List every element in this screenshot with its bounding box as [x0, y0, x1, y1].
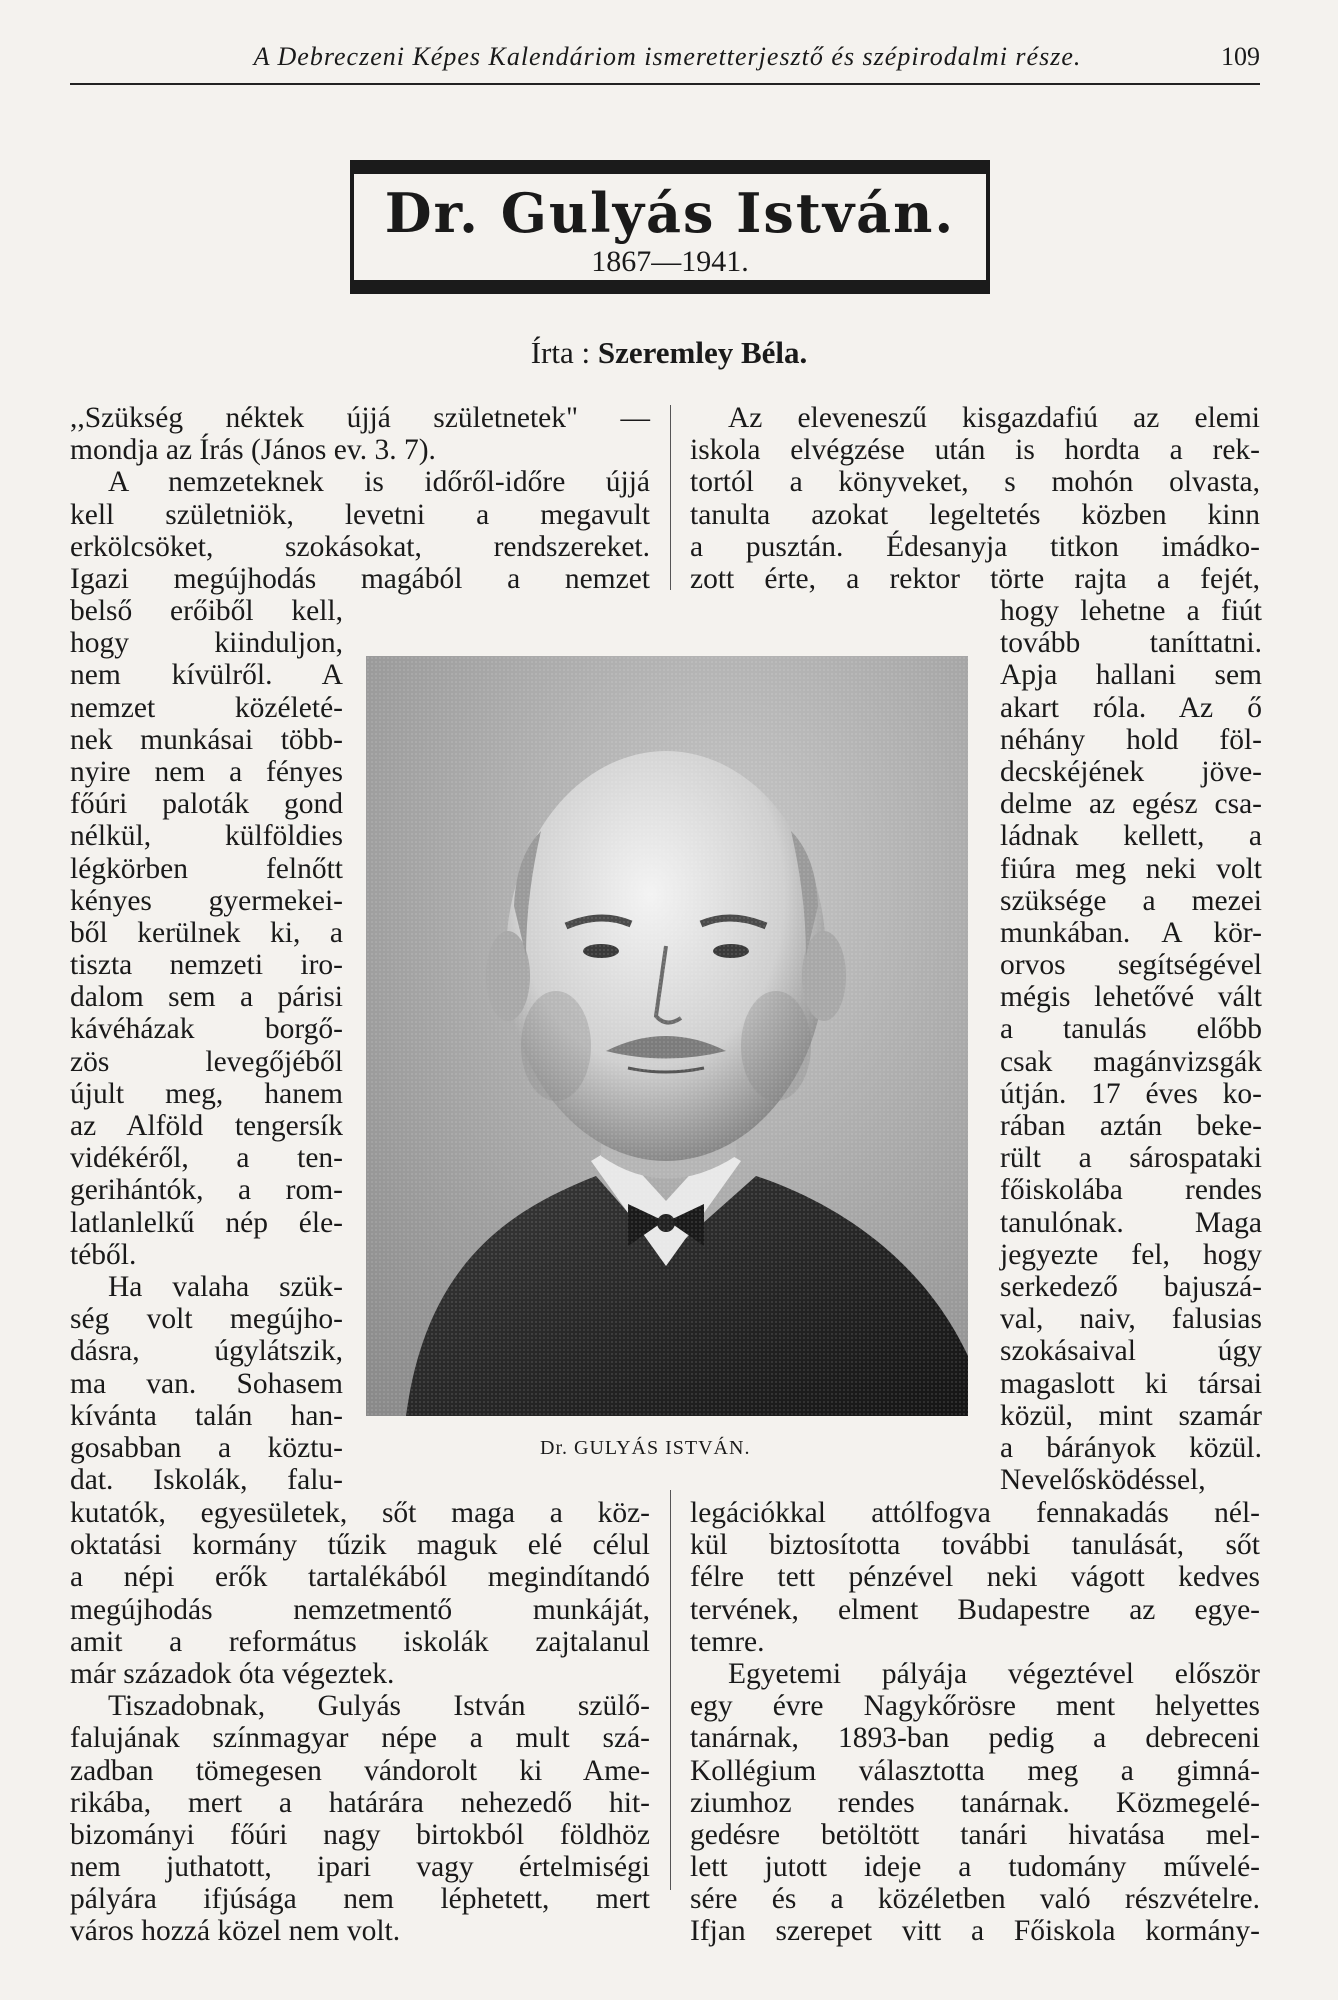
text-line: város hozzá közel nem volt.	[70, 1915, 401, 1948]
text-line: dásra, úgylátszik,	[70, 1335, 343, 1368]
text-line: Az eleveneszű kisgazdafiú az elemi	[728, 402, 1260, 434]
text-line: félre tett pénzével neki vágott kedves	[690, 1561, 1260, 1594]
text-line: belső erőiből kell,	[70, 595, 343, 627]
text-line: vidékéről, a ten-	[70, 1142, 343, 1175]
text-line: lett jutott ideje a tudomány művelé-	[690, 1851, 1260, 1884]
title-box	[350, 160, 990, 294]
text-line: erkölcsöket, szokásokat, rendszereket.	[70, 530, 650, 563]
text-line: fiúra meg neki volt	[1000, 852, 1262, 885]
text-line: Ifjan szerepet vitt a Főiskola kormány-	[690, 1915, 1260, 1948]
text-line: tervének, elment Budapestre az egye-	[690, 1593, 1260, 1626]
text-line: Ha valaha szük-	[108, 1270, 343, 1303]
text-line: serkedező bajuszá-	[1000, 1270, 1262, 1303]
text-line: ládnak kellett, a	[1000, 820, 1262, 853]
text-line: rában aztán beke-	[1000, 1110, 1262, 1142]
text-line: rikába, mert a határára nehezedő hit-	[70, 1786, 650, 1819]
text-line: Nevelősködéssel,	[1000, 1464, 1206, 1497]
text-line: magaslott ki társai	[1000, 1367, 1262, 1400]
right-column-narrow	[1000, 595, 1262, 1496]
text-line: már századok óta végeztek.	[70, 1657, 395, 1690]
text-line: gosabban a köztu-	[70, 1431, 343, 1464]
left-column-narrow	[70, 595, 343, 1496]
text-line: nek munkásai több-	[70, 723, 343, 756]
text-line: kényes gyermekei-	[70, 884, 343, 917]
text-line: latlanlelkű nép éle-	[70, 1206, 343, 1239]
text-line: pályára ifjúsága nem léphetett, mert	[70, 1883, 650, 1916]
text-line: kül biztosította további tanulását, sőt	[690, 1529, 1260, 1562]
text-line: a pusztán. Édesanyja titkon imádko-	[690, 530, 1260, 563]
page-number: 109	[1221, 42, 1260, 71]
column-divider-top	[670, 405, 671, 590]
text-line: újult meg, hanem	[70, 1077, 343, 1110]
author-name: Szeremley Béla.	[597, 335, 808, 370]
left-column-top	[70, 402, 650, 595]
text-line: főiskolába rendes	[1000, 1174, 1262, 1207]
text-line: sére és a közéletben való részvételre.	[690, 1883, 1260, 1916]
article-dates: 1867—1941.	[591, 245, 749, 278]
text-line: munkában. A kör-	[1000, 916, 1262, 949]
text-line: útján. 17 éves ko-	[1000, 1077, 1262, 1110]
text-line: val, naiv, falusias	[1000, 1303, 1262, 1336]
text-line: jegyezte fel, hogy	[1000, 1238, 1262, 1271]
text-line: tiszta nemzeti iro-	[70, 949, 343, 982]
text-line: dalom sem a párisi	[70, 981, 343, 1014]
text-line: tortól a könyveket, s mohón olvasta,	[690, 466, 1260, 499]
text-line: Igazi megújhodás magából a nemzet	[70, 562, 650, 595]
text-line: zös levegőjéből	[70, 1045, 343, 1078]
text-line: nélkül, külföldies	[70, 820, 343, 853]
text-line: mégis lehetővé vált	[1000, 981, 1262, 1014]
text-line: Egyetemi pályája végeztével először	[728, 1657, 1260, 1690]
text-line: akart róla. Az ő	[1000, 691, 1262, 724]
text-line: ma van. Sohasem	[70, 1367, 343, 1400]
text-line: orvos segítségével	[1000, 949, 1262, 982]
text-line: téből.	[70, 1238, 137, 1271]
text-line: bizományi főúri nagy birtokból földhöz	[70, 1818, 650, 1851]
text-line: tanulónak. Maga	[1000, 1206, 1262, 1239]
header-rule	[70, 83, 1260, 85]
right-column-bottom	[690, 1497, 1260, 1948]
text-line: Apja hallani sem	[1000, 659, 1262, 692]
text-line: szokásaival úgy	[1000, 1335, 1262, 1368]
text-line: főúri paloták gond	[70, 788, 343, 821]
text-line: kívánta talán han-	[70, 1399, 343, 1432]
text-line: tovább taníttatni.	[1000, 627, 1262, 660]
right-column-top	[690, 402, 1260, 595]
text-line: hogy lehetne a fiút	[1000, 595, 1262, 627]
text-line: mondja az Írás (János ev. 3. 7).	[70, 434, 436, 467]
text-line: kell születniök, levetni a megavult	[70, 498, 650, 531]
text-line: néhány hold föl-	[1000, 723, 1262, 756]
text-line: a bárányok közül.	[1000, 1431, 1262, 1464]
text-line: tanulta azokat legeltetés közben kinn	[690, 498, 1260, 531]
text-line: temre.	[690, 1625, 765, 1658]
text-line: közül, mint szamár	[1000, 1399, 1262, 1432]
text-line: delme az egész csa-	[1000, 788, 1262, 821]
byline-prefix: Írta :	[530, 335, 591, 370]
text-line: szüksége a mezei	[1000, 884, 1262, 917]
text-line: a tanulás előbb	[1000, 1013, 1262, 1046]
text-line: zadban tömegesen vándorolt ki Ame-	[70, 1754, 650, 1787]
text-line: Tiszadobnak, Gulyás István szülő-	[108, 1690, 650, 1723]
text-line: gerihántók, a rom-	[70, 1174, 343, 1207]
text-line: A nemzeteknek is időről-időre újjá	[108, 466, 650, 499]
text-line: nem juthatott, ipari vagy értelmiségi	[70, 1851, 650, 1884]
text-line: nyire nem a fényes	[70, 755, 343, 788]
text-line: zott érte, a rektor törte rajta a fejét,	[690, 562, 1260, 595]
text-line: a népi erők tartalékából megindítandó	[70, 1561, 650, 1594]
text-line: ziumhoz rendes tanárnak. Közmegelé-	[690, 1786, 1260, 1819]
text-line: ség volt megújho-	[70, 1303, 343, 1336]
column-divider-bottom	[670, 1490, 671, 1890]
text-line: egy évre Nagykőrösre ment helyettes	[690, 1690, 1260, 1723]
text-line: oktatási kormány tűzik maguk elé célul	[70, 1529, 650, 1562]
text-line: gedésre betöltött tanári hivatása mel-	[690, 1818, 1260, 1851]
text-line: ből kerülnek ki, a	[70, 916, 343, 949]
article-title: Dr. Gulyás István.	[384, 181, 956, 245]
text-line: dat. Iskolák, falu-	[70, 1464, 343, 1497]
text-line: kutatók, egyesületek, sőt maga a köz-	[70, 1497, 650, 1529]
text-line: az Alföld tengersík	[70, 1110, 343, 1142]
text-line: decskéjének jöve-	[1000, 755, 1262, 788]
text-line: tanárnak, 1893-ban pedig a debreceni	[690, 1722, 1260, 1755]
text-line: nem kívülről. A	[70, 659, 343, 692]
text-line: megújhodás nemzetmentő munkáját,	[70, 1593, 650, 1626]
text-line: nemzet közéleté-	[70, 691, 343, 724]
byline	[0, 335, 1338, 371]
text-line: légkörben felnőtt	[70, 852, 343, 885]
text-line: iskola elvégzése után is hordta a rek-	[690, 434, 1260, 467]
text-line: csak magánvizsgák	[1000, 1045, 1262, 1078]
running-head: A Debreczeni Képes Kalendáriom ismeretterjesztő és szépirodalmi része.	[253, 42, 1082, 71]
text-line: ,,Szükség néktek újjá születnetek" —	[70, 402, 650, 434]
text-line: kávéházak borgő-	[70, 1013, 343, 1046]
text-line: falujának színmagyar népe a mult szá-	[70, 1722, 650, 1755]
text-line: amit a református iskolák zajtalanul	[70, 1625, 650, 1658]
text-line: legációkkal attólfogva fennakadás nél-	[690, 1497, 1260, 1529]
text-line: rült a sárospataki	[1000, 1142, 1262, 1175]
text-line: hogy kiinduljon,	[70, 627, 343, 660]
text-line: Kollégium választotta meg a gimná-	[690, 1754, 1260, 1787]
portrait-caption: Dr. GULYÁS ISTVÁN.	[540, 1437, 751, 1459]
left-column-bottom	[70, 1497, 650, 1948]
portrait-photo	[366, 656, 968, 1416]
